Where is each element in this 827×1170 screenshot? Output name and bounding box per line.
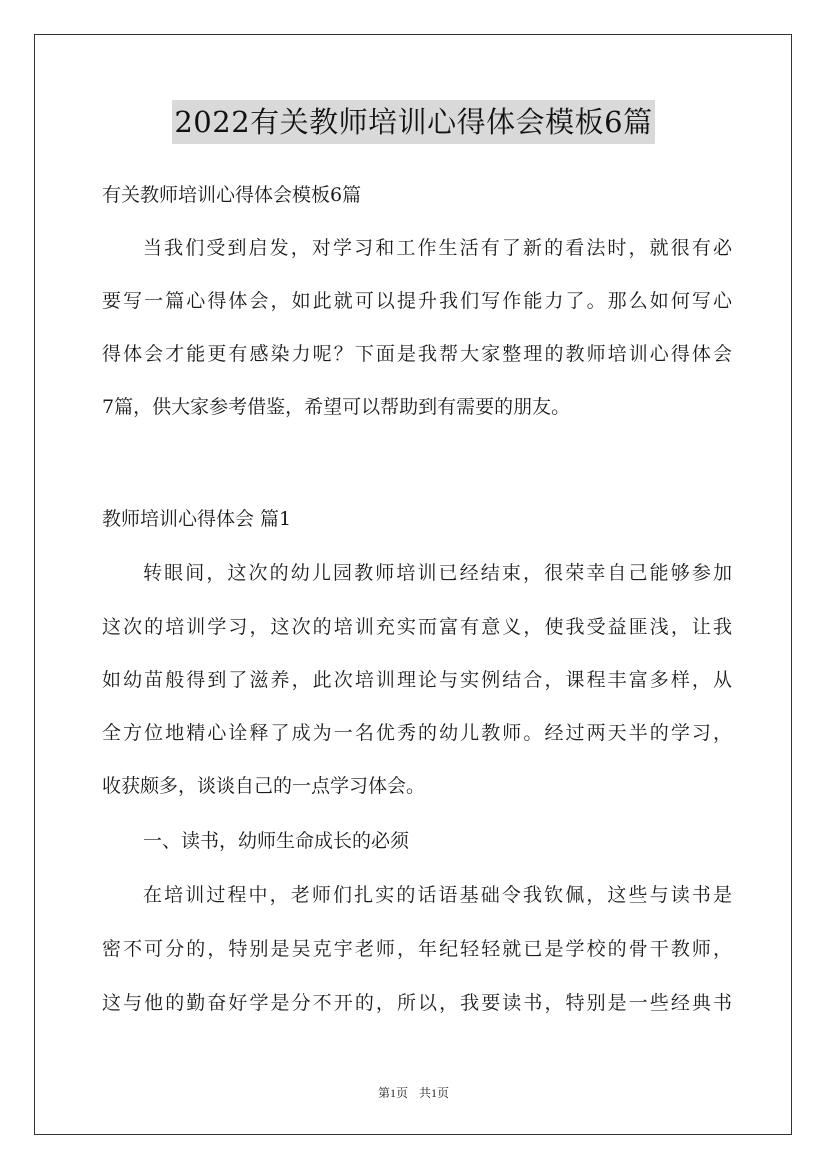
intro-line-1: 当我们受到启发，对学习和工作生活有了新的看法时，就很有必 xyxy=(143,237,732,259)
document-subtitle: 有关教师培训心得体会模板6篇 xyxy=(102,184,362,206)
section1-line-5: 收获颇多，谈谈自己的一点学习体会。 xyxy=(102,775,426,797)
section1-line-3: 如幼苗般得到了滋养，此次培训理论与实例结合，课程丰富多样，从 xyxy=(102,669,732,691)
page-footer xyxy=(0,1084,827,1101)
intro-line-2: 要写一篇心得体会，如此就可以提升我们写作能力了。那么如何写心 xyxy=(102,290,732,312)
intro-line-3: 得体会才能更有感染力呢？下面是我帮大家整理的教师培训心得体会 xyxy=(102,343,732,365)
section1-heading: 教师培训心得体会 篇1 xyxy=(102,508,292,530)
point1-line-2: 密不可分的，特别是吴克宇老师，年纪轻轻就已是学校的骨干教师， xyxy=(102,938,732,960)
title-container xyxy=(0,100,827,144)
intro-line-4: 7篇，供大家参考借鉴，希望可以帮助到有需要的朋友。 xyxy=(102,396,571,418)
section1-line-4: 全方位地精心诠释了成为一名优秀的幼儿教师。经过两天半的学习， xyxy=(102,722,732,744)
point1-line-1: 在培训过程中，老师们扎实的话语基础令我钦佩，这些与读书是 xyxy=(143,884,732,906)
point1-line-3: 这与他的勤奋好学是分不开的，所以，我要读书，特别是一些经典书 xyxy=(102,992,732,1014)
page-number: 第1页 xyxy=(377,1086,408,1100)
point1-heading: 一、读书，幼师生命成长的必须 xyxy=(143,830,410,852)
section1-line-1: 转眼间，这次的幼儿园教师培训已经结束，很荣幸自己能够参加 xyxy=(143,562,732,584)
total-pages: 共1页 xyxy=(419,1086,450,1100)
document-title: 2022有关教师培训心得体会模板6篇 xyxy=(172,100,654,144)
section1-line-2: 这次的培训学习，这次的培训充实而富有意义，使我受益匪浅，让我 xyxy=(102,616,732,638)
